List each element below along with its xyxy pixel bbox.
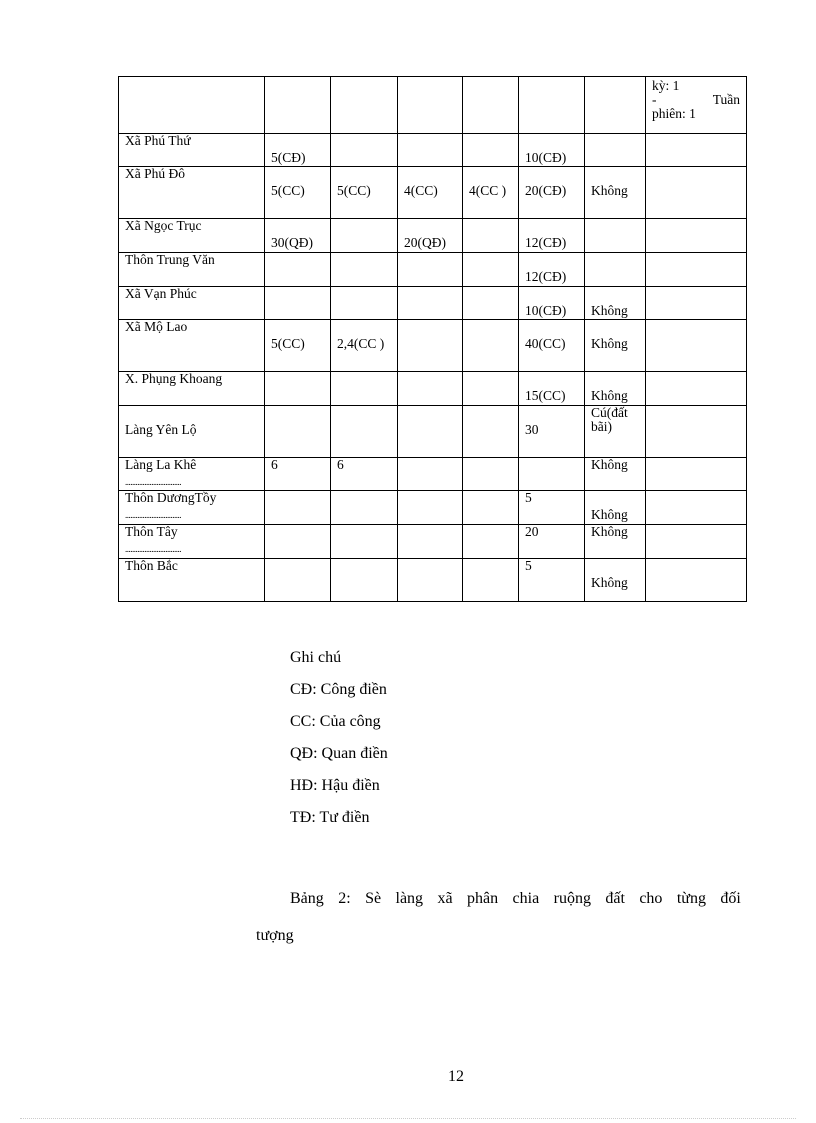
cell-c6 <box>585 559 646 602</box>
cell-c4 <box>463 406 519 458</box>
cell-c5 <box>519 287 585 320</box>
row-name: Xã Ngọc Trục <box>125 218 202 233</box>
header-cell <box>519 77 585 134</box>
row-name: Xã Phú Đô <box>125 166 185 181</box>
cell-c1 <box>265 491 331 525</box>
cell-c2 <box>331 458 398 491</box>
cell-value: 2,4(CC ) <box>337 336 385 351</box>
cell-value: Không <box>591 457 628 472</box>
cell-c4 <box>463 320 519 372</box>
note-item: CC: Của công <box>290 713 381 730</box>
cell-value: 5(CĐ) <box>271 150 306 165</box>
cell-empty <box>646 458 747 491</box>
table-row <box>119 491 747 525</box>
cell-c6 <box>585 491 646 525</box>
note-item: CĐ: Công điền <box>290 681 387 698</box>
row-name: Xã Phú Thứ <box>125 133 191 148</box>
cell-c1 <box>265 406 331 458</box>
cell-empty <box>646 491 747 525</box>
note-item: TĐ: Tư điền <box>290 809 370 826</box>
cell-value: Không <box>591 388 628 403</box>
cell-c3 <box>398 167 463 219</box>
cell-value: 12(CĐ) <box>525 235 567 250</box>
cell-c6 <box>585 167 646 219</box>
table-header-row <box>119 77 747 134</box>
page-number: 12 <box>448 1068 464 1085</box>
caption-word: cho <box>639 890 663 907</box>
cell-c4 <box>463 134 519 167</box>
cell-value: 5 <box>525 490 532 505</box>
cell-value: 5(CC) <box>337 183 371 198</box>
cell-c5 <box>519 372 585 406</box>
cell-value: 4(CC ) <box>469 183 507 198</box>
cell-c2 <box>331 525 398 559</box>
caption-word: phân <box>467 890 499 907</box>
cell-name <box>119 219 265 253</box>
cell-c1 <box>265 320 331 372</box>
caption-word: làng <box>395 890 424 907</box>
table-row <box>119 253 747 287</box>
table-row <box>119 134 747 167</box>
page-bottom-divider <box>20 1118 796 1119</box>
cell-c5 <box>519 320 585 372</box>
note-item: QĐ: Quan điền <box>290 745 388 762</box>
cell-c2 <box>331 219 398 253</box>
cell-empty <box>646 253 747 287</box>
cell-empty <box>646 287 747 320</box>
cell-c2 <box>331 372 398 406</box>
cell-c4 <box>463 525 519 559</box>
cell-c3 <box>398 287 463 320</box>
header-cell <box>119 77 265 134</box>
table-row <box>119 406 747 458</box>
caption-word: Sè <box>365 890 382 907</box>
land-allocation-table <box>118 76 747 602</box>
cell-c4 <box>463 253 519 287</box>
cell-value: 5(CC) <box>271 183 305 198</box>
cell-value: 5 <box>525 558 532 573</box>
cell-c3 <box>398 458 463 491</box>
cell-empty <box>646 320 747 372</box>
cell-value: Không <box>591 524 628 539</box>
cell-value: Cú(đất bãi) <box>591 405 628 434</box>
table-row <box>119 320 747 372</box>
cell-value: 30 <box>525 422 539 437</box>
cell-name <box>119 320 265 372</box>
cell-value: 20(CĐ) <box>525 183 567 198</box>
header-cell <box>463 77 519 134</box>
cell-c6 <box>585 406 646 458</box>
cell-value: Không <box>591 183 628 198</box>
caption-word: đối <box>720 890 741 907</box>
cell-value: 40(CC) <box>525 336 566 351</box>
cell-c4 <box>463 167 519 219</box>
cell-name <box>119 253 265 287</box>
cell-c5 <box>519 134 585 167</box>
cell-c2 <box>331 134 398 167</box>
row-name: Làng Yên Lộ <box>125 422 197 437</box>
cell-c4 <box>463 559 519 602</box>
table-row <box>119 219 747 253</box>
cell-empty <box>646 372 747 406</box>
caption-word: 2: <box>338 890 351 907</box>
cell-value: Không <box>591 507 628 522</box>
cell-name <box>119 559 265 602</box>
cell-c5 <box>519 525 585 559</box>
dotted-leader: ................................ <box>125 511 181 519</box>
caption-word: đất <box>605 890 625 907</box>
cell-c6 <box>585 525 646 559</box>
cell-empty <box>646 525 747 559</box>
caption-line-2: tượng <box>256 927 294 944</box>
table-row <box>119 458 747 491</box>
cell-c3 <box>398 372 463 406</box>
table-row <box>119 167 747 219</box>
row-name: Thôn Tây <box>125 524 178 539</box>
table-row <box>119 372 747 406</box>
header-line-1: kỳ: 1 <box>652 78 680 93</box>
cell-c6 <box>585 458 646 491</box>
row-name: Xã Mộ Lao <box>125 319 188 334</box>
cell-name <box>119 491 265 525</box>
cell-c3 <box>398 559 463 602</box>
cell-c5 <box>519 458 585 491</box>
table-row <box>119 559 747 602</box>
cell-c1 <box>265 458 331 491</box>
cell-c2 <box>331 287 398 320</box>
cell-c6 <box>585 320 646 372</box>
cell-value: 12(CĐ) <box>525 269 567 284</box>
dotted-leader: ................................ <box>125 478 181 486</box>
cell-value: 6 <box>271 457 278 472</box>
cell-value: 6 <box>337 457 344 472</box>
row-name: Thôn Bắc <box>125 558 178 573</box>
caption-word: ruộng <box>553 890 591 907</box>
row-name: Xã Vạn Phúc <box>125 286 197 301</box>
cell-c1 <box>265 219 331 253</box>
cell-empty <box>646 559 747 602</box>
cell-c2 <box>331 491 398 525</box>
cell-c5 <box>519 167 585 219</box>
cell-c4 <box>463 491 519 525</box>
cell-c5 <box>519 219 585 253</box>
row-name: Làng La Khê <box>125 457 197 472</box>
cell-c5 <box>519 406 585 458</box>
cell-c1 <box>265 253 331 287</box>
cell-c6 <box>585 253 646 287</box>
cell-value: 5(CC) <box>271 336 305 351</box>
cell-value: 30(QĐ) <box>271 235 313 250</box>
cell-value: 20(QĐ) <box>404 235 446 250</box>
header-dash: - <box>652 92 657 107</box>
cell-empty <box>646 167 747 219</box>
cell-c4 <box>463 219 519 253</box>
cell-value: 10(CĐ) <box>525 303 567 318</box>
cell-c1 <box>265 134 331 167</box>
cell-c4 <box>463 287 519 320</box>
cell-c3 <box>398 406 463 458</box>
cell-c1 <box>265 287 331 320</box>
cell-c1 <box>265 372 331 406</box>
cell-c6 <box>585 287 646 320</box>
caption-word: chia <box>512 890 540 907</box>
cell-c3 <box>398 219 463 253</box>
notes-section <box>290 642 388 834</box>
cell-value: 20 <box>525 524 539 539</box>
header-cell <box>331 77 398 134</box>
table-caption <box>256 880 741 954</box>
header-cell <box>585 77 646 134</box>
row-name: X. Phụng Khoang <box>125 371 223 386</box>
cell-c4 <box>463 458 519 491</box>
cell-name <box>119 167 265 219</box>
cell-name <box>119 134 265 167</box>
cell-c3 <box>398 253 463 287</box>
caption-word: xã <box>437 890 453 907</box>
cell-c2 <box>331 559 398 602</box>
cell-c5 <box>519 491 585 525</box>
cell-c3 <box>398 525 463 559</box>
cell-c4 <box>463 372 519 406</box>
cell-name <box>119 525 265 559</box>
cell-value: 15(CC) <box>525 388 566 403</box>
cell-name <box>119 458 265 491</box>
table-row <box>119 525 747 559</box>
cell-c2 <box>331 406 398 458</box>
cell-c5 <box>519 559 585 602</box>
cell-value: Không <box>591 303 628 318</box>
caption-word: từng <box>676 890 706 907</box>
table-row <box>119 287 747 320</box>
row-name: Thôn Trung Văn <box>125 252 215 267</box>
cell-value: Không <box>591 336 628 351</box>
table-body <box>119 77 747 602</box>
cell-value: Không <box>591 575 628 590</box>
caption-word: Bảng <box>290 890 324 907</box>
header-cell <box>398 77 463 134</box>
note-item: HĐ: Hậu điền <box>290 777 380 794</box>
cell-c5 <box>519 253 585 287</box>
header-line-3: phiên: 1 <box>652 106 696 121</box>
cell-c6 <box>585 219 646 253</box>
cell-c3 <box>398 491 463 525</box>
cell-c2 <box>331 167 398 219</box>
cell-c6 <box>585 134 646 167</box>
cell-empty <box>646 219 747 253</box>
cell-c1 <box>265 167 331 219</box>
header-tuan: Tuần <box>712 92 740 107</box>
cell-c3 <box>398 134 463 167</box>
cell-c1 <box>265 525 331 559</box>
notes-title: Ghi chú <box>290 649 342 666</box>
header-cell-period <box>646 77 747 134</box>
cell-c3 <box>398 320 463 372</box>
caption-line-1 <box>256 880 741 917</box>
cell-c1 <box>265 559 331 602</box>
cell-name <box>119 406 265 458</box>
row-name: Thôn DươngTồy <box>125 490 217 505</box>
cell-empty <box>646 406 747 458</box>
cell-name <box>119 372 265 406</box>
cell-c2 <box>331 253 398 287</box>
cell-c6 <box>585 372 646 406</box>
cell-c2 <box>331 320 398 372</box>
cell-value: 4(CC) <box>404 183 438 198</box>
header-cell <box>265 77 331 134</box>
cell-empty <box>646 134 747 167</box>
cell-name <box>119 287 265 320</box>
dotted-leader: ................................ <box>125 545 181 553</box>
cell-value: 10(CĐ) <box>525 150 567 165</box>
